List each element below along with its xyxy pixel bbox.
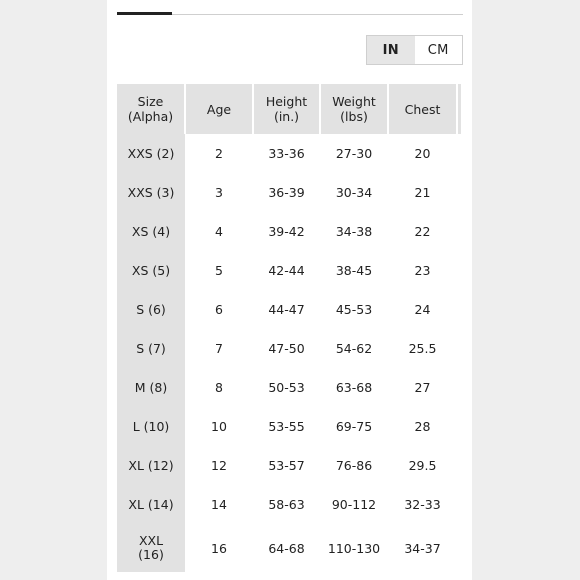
cell-chest: 27 [414, 380, 431, 395]
cell-size: XXS (3) [117, 173, 185, 212]
cell-overflow [457, 446, 462, 485]
cell-overflow [457, 329, 462, 368]
cell-weight: 45-53 [335, 302, 373, 317]
cell-weight: 63-68 [335, 380, 373, 395]
cell-age: 14 [211, 497, 227, 512]
cell-chest: 29.5 [408, 458, 437, 473]
table-row [117, 329, 462, 368]
table-row [117, 446, 462, 485]
cell-height: 36-39 [268, 185, 305, 200]
cell-age: 4 [215, 224, 223, 239]
header-height-line2: (in.) [273, 109, 300, 124]
cell-height: 44-47 [268, 302, 305, 317]
cell-size: XL (14) [117, 485, 185, 524]
cell-age: 10 [211, 419, 227, 434]
cell-weight: 90-112 [331, 497, 377, 512]
table-row [117, 290, 462, 329]
cell-height: 39-42 [268, 224, 305, 239]
table-row [117, 407, 462, 446]
cell-chest: 23 [414, 263, 431, 278]
cell-chest: 25.5 [408, 341, 437, 356]
header-weight-line2: (lbs) [340, 109, 368, 124]
cell-age: 7 [215, 341, 223, 356]
cell-overflow [457, 173, 462, 212]
cell-overflow [457, 290, 462, 329]
cell-chest: 24 [414, 302, 431, 317]
cell-height: 58-63 [268, 497, 305, 512]
cell-weight: 54-62 [335, 341, 373, 356]
cell-height: 47-50 [268, 341, 305, 356]
cell-size: M (8) [117, 368, 185, 407]
unit-toggle [366, 35, 463, 65]
header-size [117, 84, 185, 134]
header-height [253, 84, 320, 134]
header-age: Age [185, 84, 253, 134]
cell-weight: 30-34 [335, 185, 373, 200]
table-row [117, 251, 462, 290]
cell-chest: 28 [414, 419, 431, 434]
active-tab-indicator[interactable] [117, 12, 172, 15]
cell-weight: 38-45 [335, 263, 373, 278]
table-row [117, 368, 462, 407]
cell-size: XS (5) [117, 251, 185, 290]
header-size-line2: (Alpha) [127, 109, 174, 124]
cell-age: 12 [211, 458, 227, 473]
header-weight-line1: Weight [332, 94, 376, 109]
cell-height: 64-68 [268, 540, 305, 556]
cell-overflow [457, 134, 462, 173]
header-overflow-column [457, 84, 462, 134]
cell-chest: 32-33 [404, 497, 441, 512]
cell-height: 50-53 [268, 380, 305, 395]
cell-overflow [457, 407, 462, 446]
cell-height: 33-36 [268, 146, 305, 161]
cell-size: XXS (2) [117, 134, 185, 173]
header-height-line1: Height [265, 94, 308, 109]
cell-size: XL (12) [117, 446, 185, 485]
table-row [117, 485, 462, 524]
table-row [117, 524, 462, 572]
cell-size: XS (4) [117, 212, 185, 251]
unit-in-button[interactable]: IN [367, 36, 415, 64]
cell-size: S (6) [117, 290, 185, 329]
header-weight [320, 84, 388, 134]
cell-size-line1: XXL [138, 533, 164, 548]
table-row [117, 173, 462, 212]
header-size-line1: Size [137, 94, 164, 109]
unit-cm-button[interactable]: CM [415, 36, 463, 64]
cell-overflow [457, 212, 462, 251]
cell-overflow [457, 524, 462, 572]
cell-chest: 21 [414, 185, 431, 200]
cell-overflow [457, 368, 462, 407]
cell-age: 8 [215, 380, 223, 395]
cell-age: 2 [215, 146, 223, 161]
cell-weight: 34-38 [335, 224, 373, 239]
cell-weight: 110-130 [327, 540, 381, 556]
cell-age: 5 [215, 263, 223, 278]
cell-chest: 34-37 [404, 540, 441, 556]
header-chest: Chest [388, 84, 457, 134]
cell-height: 53-57 [268, 458, 305, 473]
cell-age: 16 [211, 540, 227, 556]
cell-weight: 27-30 [335, 146, 373, 161]
table-row [117, 212, 462, 251]
cell-weight: 76-86 [335, 458, 373, 473]
cell-size: L (10) [117, 407, 185, 446]
cell-weight: 69-75 [335, 419, 373, 434]
cell-size [117, 524, 185, 572]
size-chart-table [117, 84, 463, 572]
cell-overflow [457, 251, 462, 290]
cell-overflow [457, 485, 462, 524]
cell-size-line2: (16) [138, 547, 164, 562]
cell-size: S (7) [117, 329, 185, 368]
table-header-row [117, 84, 462, 134]
table-row [117, 134, 462, 173]
cell-age: 3 [215, 185, 223, 200]
cell-height: 53-55 [268, 419, 305, 434]
cell-chest: 22 [414, 224, 431, 239]
cell-chest: 20 [414, 146, 431, 161]
cell-height: 42-44 [268, 263, 305, 278]
cell-age: 6 [215, 302, 223, 317]
